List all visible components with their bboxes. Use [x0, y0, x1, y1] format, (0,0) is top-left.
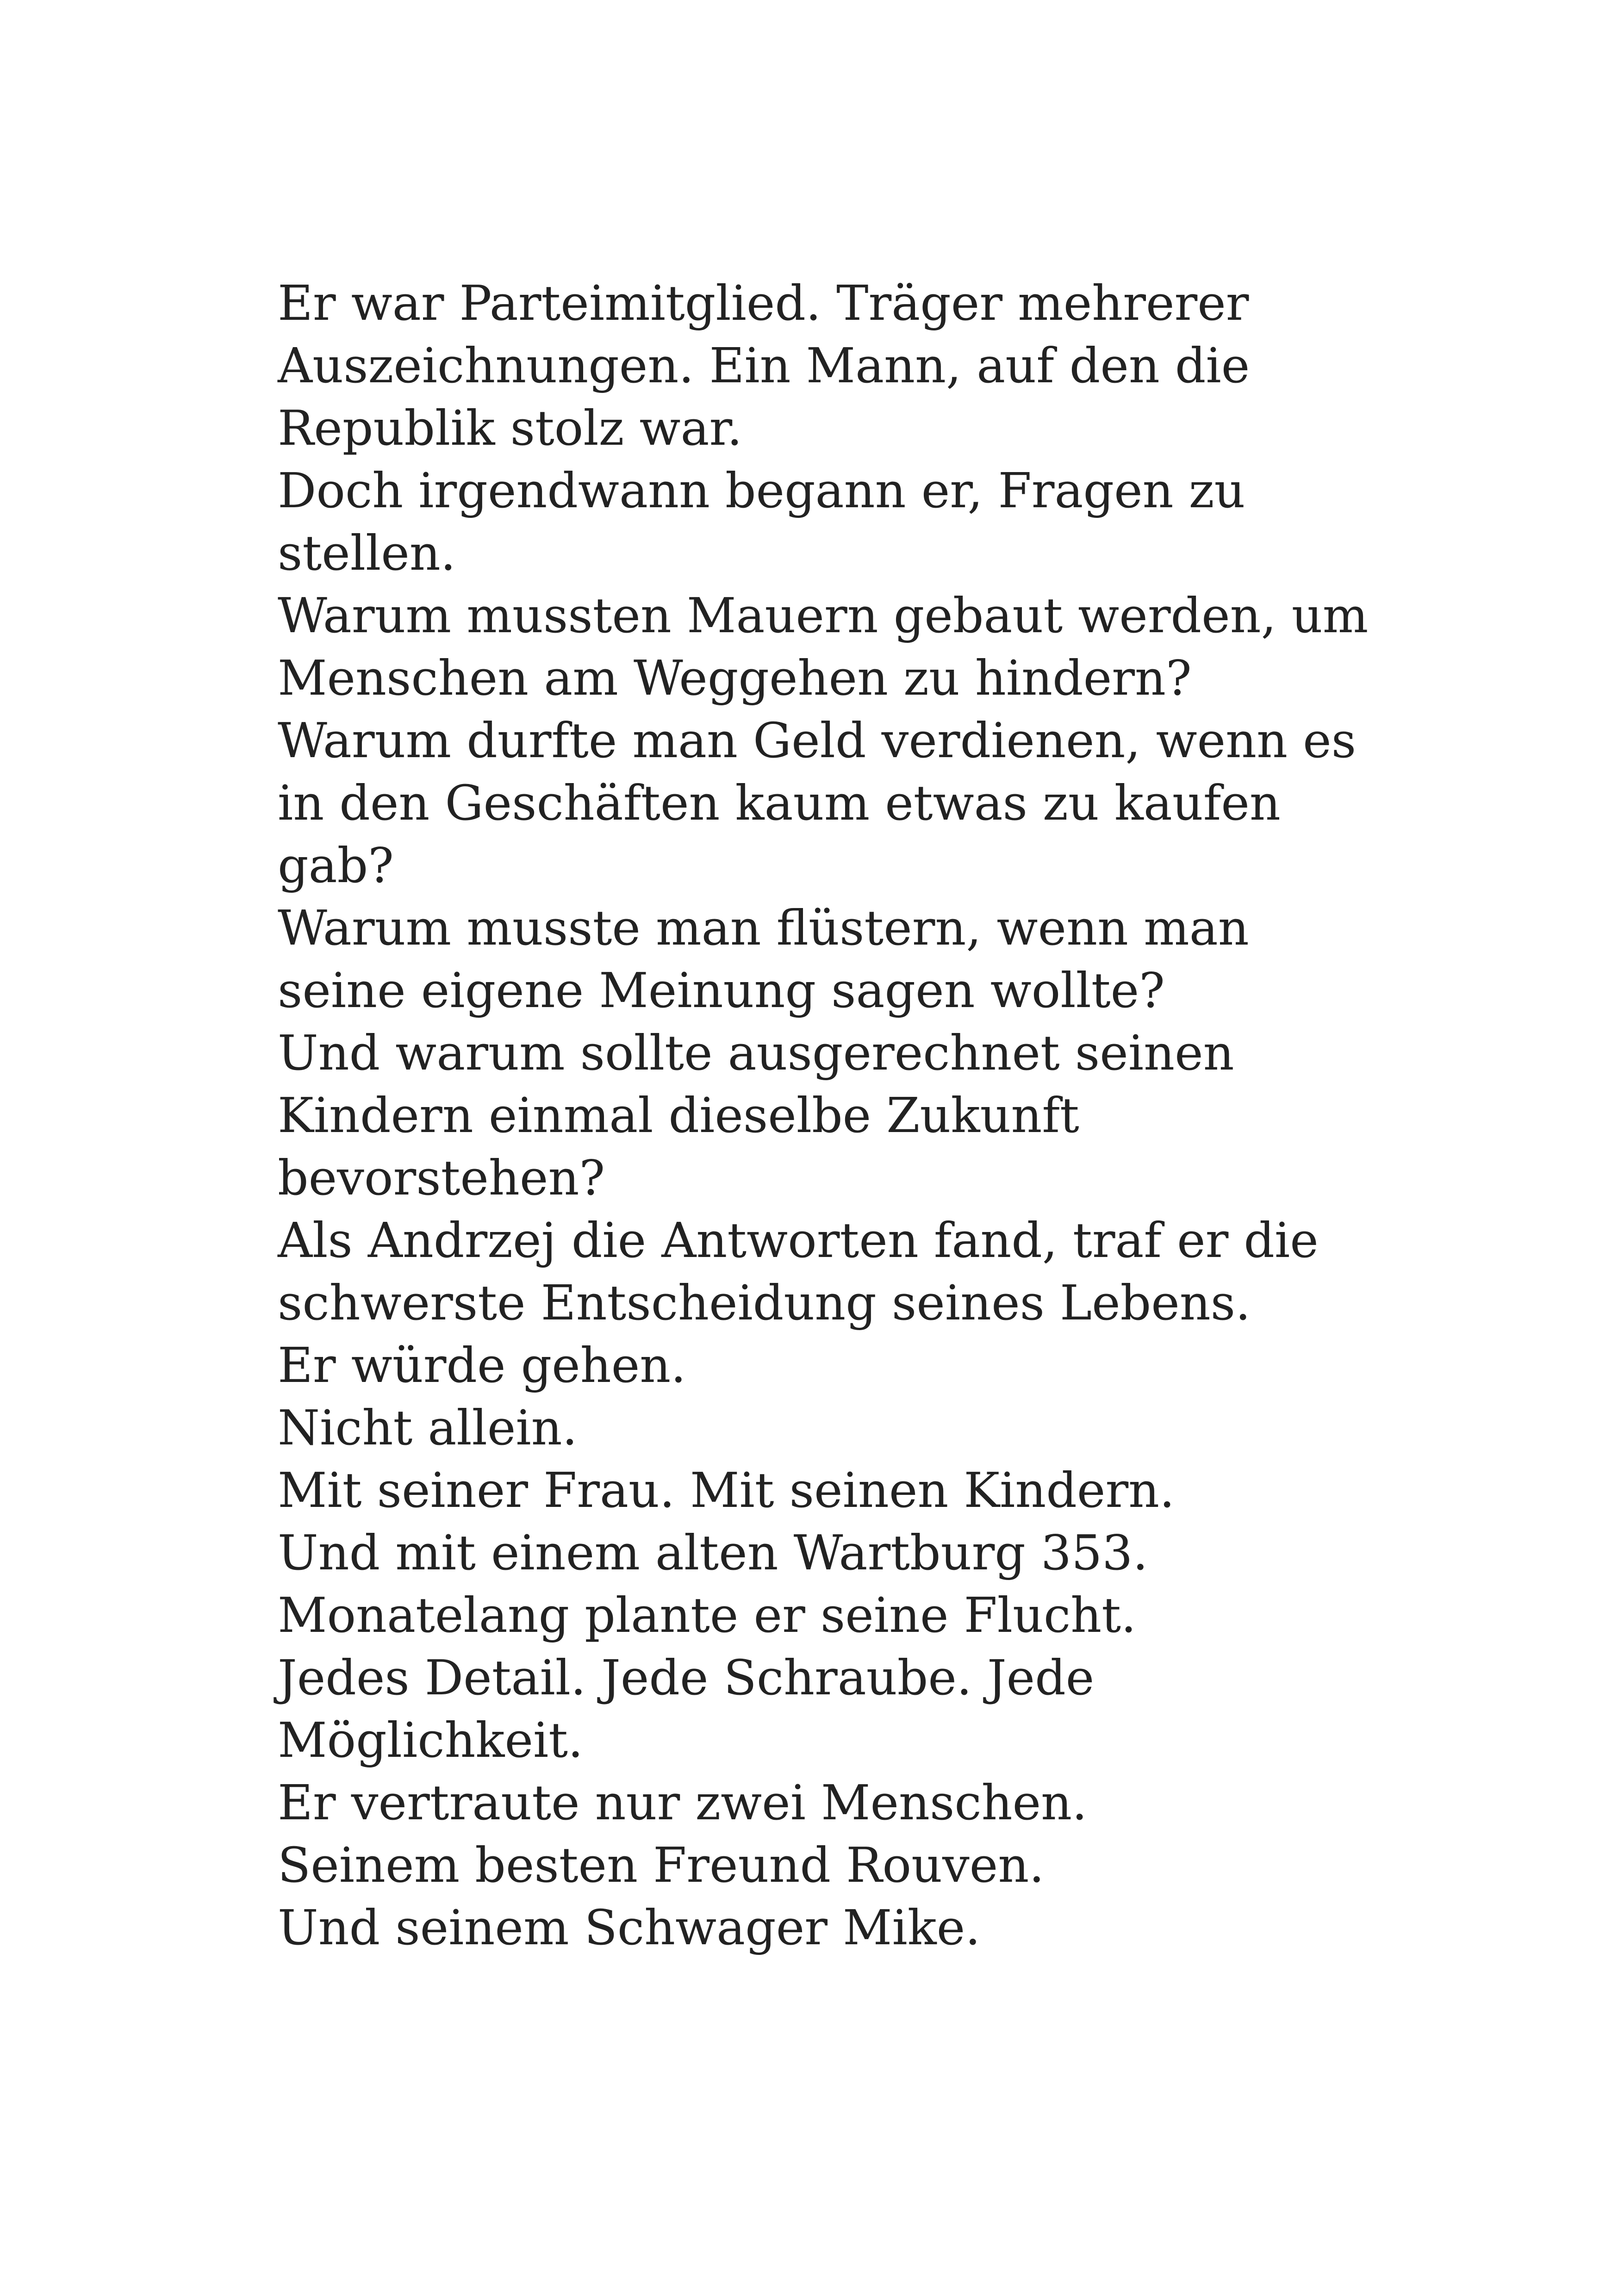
paragraph: Monatelang plante er seine Flucht.: [278, 1587, 1137, 1643]
paragraph: Jedes Detail. Jede Schraube. Jede Möglichkeit.: [278, 1649, 1095, 1768]
paragraph: Und mit einem alten Wartburg 353.: [278, 1524, 1148, 1581]
paragraph: Doch irgendwann begann er, Fragen zu stellen.: [278, 462, 1245, 581]
paragraph: Seinem besten Freund Rouven.: [278, 1837, 1045, 1893]
paragraph: Warum mussten Mauern gebaut werden, um Menschen am Weggehen zu hindern?: [278, 587, 1369, 706]
body-text: [278, 272, 1388, 1959]
paragraph: Er war Parteimitglied. Träger mehrerer Auszeichnungen. Ein Mann, auf den die Republik stolz war.: [278, 275, 1250, 456]
paragraph: Als Andrzej die Antworten fand, traf er die schwerste Entscheidung seines Lebens.: [278, 1212, 1319, 1331]
paragraph: Mit seiner Frau. Mit seinen Kindern.: [278, 1462, 1175, 1518]
paragraph: Er vertraute nur zwei Menschen.: [278, 1774, 1088, 1831]
paragraph: Und warum sollte ausgerechnet seinen Kindern einmal dieselbe Zukunft bevorstehen?: [278, 1025, 1234, 1206]
paragraph: Er würde gehen.: [278, 1337, 686, 1394]
paragraph: Warum durfte man Geld verdienen, wenn es in den Geschäften kaum etwas zu kaufen gab?: [278, 712, 1357, 894]
paragraph: Warum musste man flüstern, wenn man seine eigene Meinung sagen wollte?: [278, 900, 1249, 1019]
paragraph: Nicht allein.: [278, 1400, 578, 1456]
paragraph: Und seinem Schwager Mike.: [278, 1899, 981, 1956]
